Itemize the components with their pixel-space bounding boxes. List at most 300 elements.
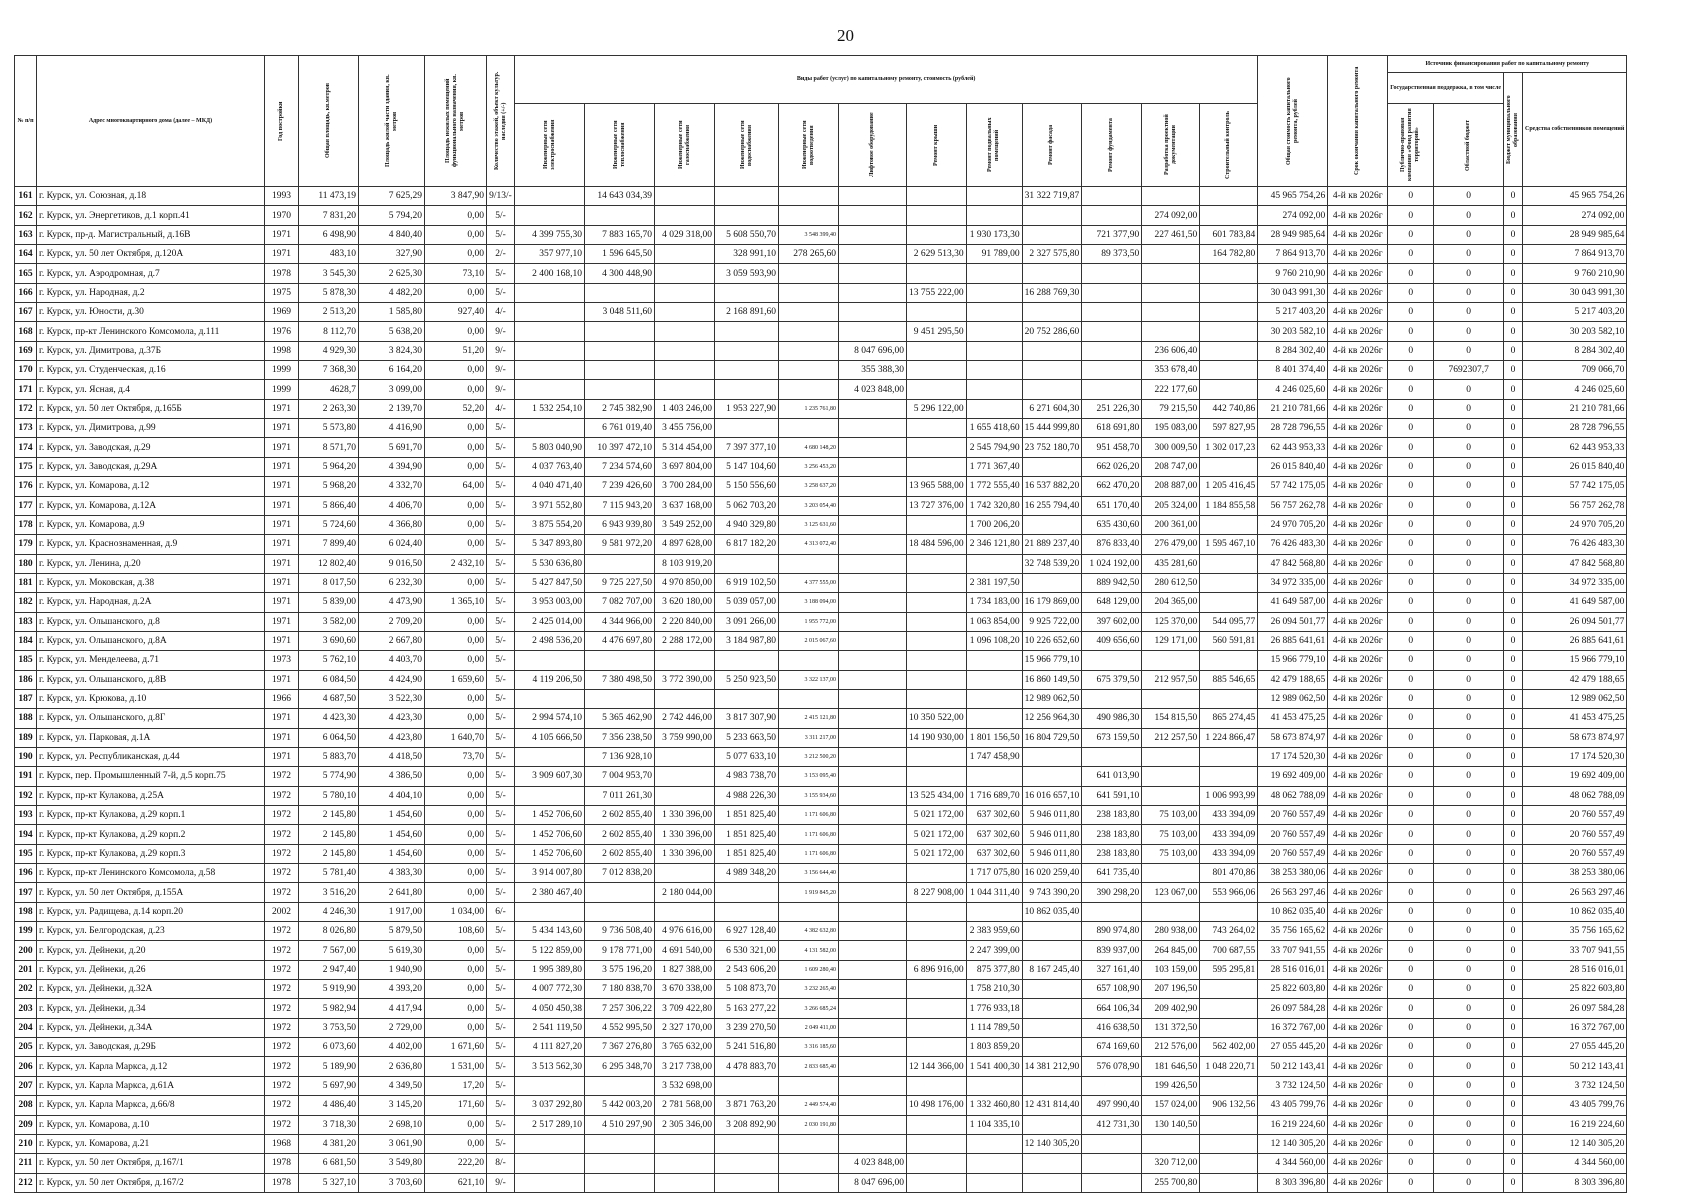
cell-row-num: 164 bbox=[15, 245, 37, 264]
cell-heat: 7 367 276,80 bbox=[585, 1038, 655, 1057]
table-row bbox=[15, 844, 1627, 863]
cell-facade: 12 431 814,40 bbox=[1022, 1096, 1082, 1115]
cell-electric: 5 347 893,80 bbox=[515, 535, 585, 554]
cell-total-cost: 26 885 641,61 bbox=[1258, 631, 1328, 650]
cell-gas: 2 742 446,00 bbox=[655, 709, 715, 728]
cell-roof: 13 727 376,00 bbox=[907, 496, 967, 515]
cell-owners: 26 885 641,61 bbox=[1522, 631, 1626, 650]
cell-floors: 5/- bbox=[487, 864, 515, 883]
cell-nonres-area: 3 847,90 bbox=[425, 187, 487, 206]
cell-term: 4-й кв 2026г bbox=[1328, 361, 1388, 380]
cell-floors: 4/- bbox=[487, 399, 515, 418]
cell-sewer: 3 548 399,40 bbox=[779, 225, 839, 244]
cell-living-area: 7 625,29 bbox=[359, 187, 425, 206]
cell-total-cost: 56 757 262,78 bbox=[1258, 496, 1328, 515]
cell-electric: 5 434 143,60 bbox=[515, 922, 585, 941]
cell-year: 1971 bbox=[265, 709, 299, 728]
cell-gas: 4 691 540,00 bbox=[655, 941, 715, 960]
cell-lift bbox=[839, 786, 907, 805]
cell-total-area: 5 781,40 bbox=[299, 864, 359, 883]
cell-municipal: 0 bbox=[1503, 283, 1522, 302]
cell-heat bbox=[585, 554, 655, 573]
table-header bbox=[15, 56, 1627, 187]
cell-term: 4-й кв 2026г bbox=[1328, 573, 1388, 592]
cell-row-num: 204 bbox=[15, 1018, 37, 1037]
cell-gas: 1 330 396,00 bbox=[655, 825, 715, 844]
cell-living-area: 327,90 bbox=[359, 245, 425, 264]
cell-address: г. Курск, ул. Аэродромная, д.7 bbox=[37, 264, 265, 283]
table-row bbox=[15, 670, 1627, 689]
cell-design bbox=[1142, 245, 1200, 264]
cell-floors: 5/- bbox=[487, 593, 515, 612]
cell-total-area: 2 947,40 bbox=[299, 960, 359, 979]
cell-total-area: 4 246,30 bbox=[299, 902, 359, 921]
header-term: Срок окончания капитального ремонта bbox=[1328, 56, 1388, 187]
cell-facade: 32 748 539,20 bbox=[1022, 554, 1082, 573]
cell-roof bbox=[907, 515, 967, 534]
cell-foundation: 951 458,70 bbox=[1082, 438, 1142, 457]
cell-floors: 5/- bbox=[487, 689, 515, 708]
cell-sewer bbox=[779, 341, 839, 360]
cell-fund: 0 bbox=[1388, 361, 1434, 380]
cell-total-cost: 24 970 705,20 bbox=[1258, 515, 1328, 534]
cell-roof bbox=[907, 1134, 967, 1153]
table-row bbox=[15, 380, 1627, 399]
cell-lift bbox=[839, 844, 907, 863]
cell-year: 1971 bbox=[265, 515, 299, 534]
cell-nonres-area: 0,00 bbox=[425, 999, 487, 1018]
cell-fund: 0 bbox=[1388, 999, 1434, 1018]
cell-control bbox=[1200, 902, 1258, 921]
cell-basement: 1 700 206,20 bbox=[966, 515, 1022, 534]
cell-electric: 4 037 763,40 bbox=[515, 457, 585, 476]
cell-water: 1 851 825,40 bbox=[715, 825, 779, 844]
cell-regional: 0 bbox=[1434, 245, 1504, 264]
cell-electric: 3 875 554,20 bbox=[515, 515, 585, 534]
cell-basement bbox=[966, 709, 1022, 728]
cell-owners: 62 443 953,33 bbox=[1522, 438, 1626, 457]
cell-design: 255 700,80 bbox=[1142, 1173, 1200, 1192]
cell-design bbox=[1142, 264, 1200, 283]
cell-regional: 0 bbox=[1434, 206, 1504, 225]
cell-water: 2 543 606,20 bbox=[715, 960, 779, 979]
cell-term: 4-й кв 2026г bbox=[1328, 612, 1388, 631]
cell-gas bbox=[655, 245, 715, 264]
cell-total-area: 6 498,90 bbox=[299, 225, 359, 244]
cell-owners: 41 649 587,00 bbox=[1522, 593, 1626, 612]
cell-design bbox=[1142, 902, 1200, 921]
cell-sewer bbox=[779, 322, 839, 341]
cell-regional: 0 bbox=[1434, 380, 1504, 399]
cell-year: 1971 bbox=[265, 496, 299, 515]
cell-facade bbox=[1022, 767, 1082, 786]
cell-roof bbox=[907, 980, 967, 999]
cell-total-cost: 274 092,00 bbox=[1258, 206, 1328, 225]
cell-sewer: 2 015 067,60 bbox=[779, 631, 839, 650]
cell-fund: 0 bbox=[1388, 631, 1434, 650]
cell-address: г. Курск, ул. Заводская, д.29Б bbox=[37, 1038, 265, 1057]
cell-lift bbox=[839, 1057, 907, 1076]
cell-electric: 3 909 607,30 bbox=[515, 767, 585, 786]
cell-floors: 5/- bbox=[487, 573, 515, 592]
cell-row-num: 162 bbox=[15, 206, 37, 225]
cell-foundation: 839 937,00 bbox=[1082, 941, 1142, 960]
cell-nonres-area: 0,00 bbox=[425, 960, 487, 979]
table-row bbox=[15, 747, 1627, 766]
cell-basement bbox=[966, 1154, 1022, 1173]
cell-total-cost: 35 756 165,62 bbox=[1258, 922, 1328, 941]
cell-control bbox=[1200, 515, 1258, 534]
table-row bbox=[15, 1173, 1627, 1192]
cell-fund: 0 bbox=[1388, 1076, 1434, 1095]
cell-gas bbox=[655, 767, 715, 786]
cell-lift: 4 023 848,00 bbox=[839, 380, 907, 399]
cell-water bbox=[715, 689, 779, 708]
cell-sewer bbox=[779, 902, 839, 921]
cell-basement bbox=[966, 303, 1022, 322]
cell-nonres-area: 0,00 bbox=[425, 438, 487, 457]
header-state-support: Государственная поддержка, в том числе bbox=[1388, 73, 1504, 104]
cell-electric: 1 995 389,80 bbox=[515, 960, 585, 979]
cell-living-area: 4 473,90 bbox=[359, 593, 425, 612]
cell-total-cost: 21 210 781,66 bbox=[1258, 399, 1328, 418]
cell-term: 4-й кв 2026г bbox=[1328, 1038, 1388, 1057]
cell-lift bbox=[839, 747, 907, 766]
cell-heat: 4 344 966,00 bbox=[585, 612, 655, 631]
header-roof: Ремонт крыши bbox=[907, 104, 967, 187]
cell-control: 1 302 017,23 bbox=[1200, 438, 1258, 457]
cell-foundation bbox=[1082, 651, 1142, 670]
cell-total-area: 5 866,40 bbox=[299, 496, 359, 515]
cell-sewer bbox=[779, 264, 839, 283]
cell-control bbox=[1200, 1018, 1258, 1037]
cell-roof: 6 896 916,00 bbox=[907, 960, 967, 979]
cell-total-cost: 20 760 557,49 bbox=[1258, 806, 1328, 825]
cell-total-area: 5 774,90 bbox=[299, 767, 359, 786]
cell-water bbox=[715, 361, 779, 380]
cell-basement: 1 771 367,40 bbox=[966, 457, 1022, 476]
cell-total-cost: 8 303 396,80 bbox=[1258, 1173, 1328, 1192]
cell-lift bbox=[839, 922, 907, 941]
cell-sewer: 3 316 185,60 bbox=[779, 1038, 839, 1057]
cell-address: г. Курск, ул. Димитрова, д.99 bbox=[37, 419, 265, 438]
cell-basement: 1 747 458,90 bbox=[966, 747, 1022, 766]
cell-living-area: 1 585,80 bbox=[359, 303, 425, 322]
cell-row-num: 190 bbox=[15, 747, 37, 766]
cell-owners: 58 673 874,97 bbox=[1522, 728, 1626, 747]
cell-row-num: 194 bbox=[15, 825, 37, 844]
cell-facade bbox=[1022, 457, 1082, 476]
cell-regional: 0 bbox=[1434, 573, 1504, 592]
cell-regional: 0 bbox=[1434, 709, 1504, 728]
cell-owners: 50 212 143,41 bbox=[1522, 1057, 1626, 1076]
cell-term: 4-й кв 2026г bbox=[1328, 1154, 1388, 1173]
cell-year: 1971 bbox=[265, 457, 299, 476]
cell-lift bbox=[839, 767, 907, 786]
header-sewer: Инженерные сети водоотведения bbox=[779, 104, 839, 187]
cell-owners: 47 842 568,80 bbox=[1522, 554, 1626, 573]
cell-total-area: 5 878,30 bbox=[299, 283, 359, 302]
cell-heat: 7 883 165,70 bbox=[585, 225, 655, 244]
cell-year: 1972 bbox=[265, 864, 299, 883]
cell-nonres-area: 73,70 bbox=[425, 747, 487, 766]
cell-municipal: 0 bbox=[1503, 341, 1522, 360]
cell-term: 4-й кв 2026г bbox=[1328, 670, 1388, 689]
cell-term: 4-й кв 2026г bbox=[1328, 341, 1388, 360]
cell-year: 1972 bbox=[265, 980, 299, 999]
cell-owners: 76 426 483,30 bbox=[1522, 535, 1626, 554]
cell-heat: 2 602 855,40 bbox=[585, 806, 655, 825]
cell-heat: 7 380 498,50 bbox=[585, 670, 655, 689]
cell-facade: 15 444 999,80 bbox=[1022, 419, 1082, 438]
cell-municipal: 0 bbox=[1503, 883, 1522, 902]
cell-municipal: 0 bbox=[1503, 515, 1522, 534]
cell-water: 5 062 703,20 bbox=[715, 496, 779, 515]
cell-term: 4-й кв 2026г bbox=[1328, 806, 1388, 825]
cell-row-num: 212 bbox=[15, 1173, 37, 1192]
cell-address: г. Курск, ул. Ясная, д.4 bbox=[37, 380, 265, 399]
cell-living-area: 1 454,60 bbox=[359, 825, 425, 844]
cell-address: г. Курск, ул. Карла Маркса, д.12 bbox=[37, 1057, 265, 1076]
cell-municipal: 0 bbox=[1503, 245, 1522, 264]
cell-sewer bbox=[779, 361, 839, 380]
cell-design bbox=[1142, 283, 1200, 302]
header-owners: Средства собственников помещений bbox=[1522, 73, 1626, 187]
cell-heat: 2 602 855,40 bbox=[585, 825, 655, 844]
cell-facade: 16 020 259,40 bbox=[1022, 864, 1082, 883]
cell-year: 1973 bbox=[265, 651, 299, 670]
cell-control bbox=[1200, 283, 1258, 302]
cell-year: 1976 bbox=[265, 322, 299, 341]
cell-municipal: 0 bbox=[1503, 747, 1522, 766]
cell-design: 264 845,00 bbox=[1142, 941, 1200, 960]
cell-foundation bbox=[1082, 380, 1142, 399]
cell-electric: 2 380 467,40 bbox=[515, 883, 585, 902]
cell-lift bbox=[839, 825, 907, 844]
cell-facade: 16 537 882,20 bbox=[1022, 477, 1082, 496]
cell-nonres-area: 0,00 bbox=[425, 206, 487, 225]
header-foundation: Ремонт фундамента bbox=[1082, 104, 1142, 187]
cell-total-area: 5 964,20 bbox=[299, 457, 359, 476]
cell-year: 1972 bbox=[265, 767, 299, 786]
cell-owners: 21 210 781,66 bbox=[1522, 399, 1626, 418]
cell-owners: 7 864 913,70 bbox=[1522, 245, 1626, 264]
cell-water: 3 208 892,90 bbox=[715, 1115, 779, 1134]
cell-fund: 0 bbox=[1388, 515, 1434, 534]
cell-roof bbox=[907, 670, 967, 689]
cell-lift bbox=[839, 303, 907, 322]
cell-facade: 6 271 604,30 bbox=[1022, 399, 1082, 418]
cell-electric: 357 977,10 bbox=[515, 245, 585, 264]
cell-sewer: 1 955 772,00 bbox=[779, 612, 839, 631]
cell-regional: 0 bbox=[1434, 1173, 1504, 1192]
cell-year: 1971 bbox=[265, 747, 299, 766]
cell-year: 1968 bbox=[265, 1134, 299, 1153]
cell-total-area: 4 929,30 bbox=[299, 341, 359, 360]
cell-heat: 6 943 939,80 bbox=[585, 515, 655, 534]
cell-living-area: 2 729,00 bbox=[359, 1018, 425, 1037]
cell-sewer: 1 235 761,80 bbox=[779, 399, 839, 418]
table-row bbox=[15, 922, 1627, 941]
cell-water bbox=[715, 322, 779, 341]
cell-living-area: 5 794,20 bbox=[359, 206, 425, 225]
cell-total-cost: 9 760 210,90 bbox=[1258, 264, 1328, 283]
cell-roof bbox=[907, 651, 967, 670]
capital-repair-table bbox=[14, 55, 1627, 1193]
cell-fund: 0 bbox=[1388, 980, 1434, 999]
cell-sewer bbox=[779, 283, 839, 302]
cell-heat bbox=[585, 651, 655, 670]
cell-roof bbox=[907, 419, 967, 438]
cell-heat: 5 442 003,20 bbox=[585, 1096, 655, 1115]
cell-address: г. Курск, ул. 50 лет Октября, д.167/1 bbox=[37, 1154, 265, 1173]
cell-lift: 8 047 696,00 bbox=[839, 341, 907, 360]
cell-year: 1971 bbox=[265, 573, 299, 592]
cell-lift bbox=[839, 264, 907, 283]
cell-control bbox=[1200, 980, 1258, 999]
cell-year: 1999 bbox=[265, 380, 299, 399]
cell-heat: 5 365 462,90 bbox=[585, 709, 655, 728]
cell-fund: 0 bbox=[1388, 902, 1434, 921]
cell-control: 560 591,81 bbox=[1200, 631, 1258, 650]
cell-lift bbox=[839, 322, 907, 341]
cell-design bbox=[1142, 747, 1200, 766]
cell-fund: 0 bbox=[1388, 496, 1434, 515]
cell-regional: 0 bbox=[1434, 1134, 1504, 1153]
cell-facade: 16 860 149,50 bbox=[1022, 670, 1082, 689]
cell-nonres-area: 0,00 bbox=[425, 419, 487, 438]
cell-regional: 0 bbox=[1434, 419, 1504, 438]
cell-foundation bbox=[1082, 341, 1142, 360]
table-row bbox=[15, 477, 1627, 496]
cell-floors: 5/- bbox=[487, 980, 515, 999]
cell-fund: 0 bbox=[1388, 380, 1434, 399]
cell-total-cost: 43 405 799,76 bbox=[1258, 1096, 1328, 1115]
cell-electric: 1 452 706,60 bbox=[515, 844, 585, 863]
cell-basement: 1 801 156,50 bbox=[966, 728, 1022, 747]
cell-design: 131 372,50 bbox=[1142, 1018, 1200, 1037]
cell-gas bbox=[655, 283, 715, 302]
cell-row-num: 199 bbox=[15, 922, 37, 941]
table-row bbox=[15, 651, 1627, 670]
cell-nonres-area: 0,00 bbox=[425, 786, 487, 805]
cell-total-cost: 41 649 587,00 bbox=[1258, 593, 1328, 612]
cell-water bbox=[715, 883, 779, 902]
cell-address: г. Курск, ул. Ольшанского, д.8В bbox=[37, 670, 265, 689]
cell-water: 2 168 891,60 bbox=[715, 303, 779, 322]
cell-floors: 5/- bbox=[487, 709, 515, 728]
cell-heat: 7 234 574,60 bbox=[585, 457, 655, 476]
cell-total-cost: 58 673 874,97 bbox=[1258, 728, 1328, 747]
cell-design: 195 083,00 bbox=[1142, 419, 1200, 438]
cell-water: 3 059 593,90 bbox=[715, 264, 779, 283]
cell-heat: 9 178 771,00 bbox=[585, 941, 655, 960]
cell-lift bbox=[839, 1076, 907, 1095]
cell-fund: 0 bbox=[1388, 419, 1434, 438]
cell-living-area: 4 482,20 bbox=[359, 283, 425, 302]
cell-address: г. Курск, ул. Крюкова, д.10 bbox=[37, 689, 265, 708]
cell-foundation bbox=[1082, 283, 1142, 302]
cell-nonres-area: 0,00 bbox=[425, 651, 487, 670]
cell-basement bbox=[966, 651, 1022, 670]
cell-sewer: 1 171 606,80 bbox=[779, 825, 839, 844]
table-row bbox=[15, 689, 1627, 708]
cell-water: 5 233 663,50 bbox=[715, 728, 779, 747]
cell-electric bbox=[515, 419, 585, 438]
cell-fund: 0 bbox=[1388, 303, 1434, 322]
cell-control: 1 205 416,45 bbox=[1200, 477, 1258, 496]
cell-address: г. Курск, пр-д. Магистральный, д.16В bbox=[37, 225, 265, 244]
cell-basement bbox=[966, 380, 1022, 399]
cell-term: 4-й кв 2026г bbox=[1328, 747, 1388, 766]
cell-owners: 26 094 501,77 bbox=[1522, 612, 1626, 631]
table-row bbox=[15, 728, 1627, 747]
cell-basement: 2 247 399,00 bbox=[966, 941, 1022, 960]
cell-term: 4-й кв 2026г bbox=[1328, 206, 1388, 225]
cell-row-num: 195 bbox=[15, 844, 37, 863]
cell-year: 1978 bbox=[265, 1173, 299, 1192]
cell-total-area: 3 753,50 bbox=[299, 1018, 359, 1037]
cell-floors: 9/13/- bbox=[487, 187, 515, 206]
cell-roof bbox=[907, 902, 967, 921]
cell-roof bbox=[907, 554, 967, 573]
cell-electric: 4 050 450,38 bbox=[515, 999, 585, 1018]
cell-design: 280 612,50 bbox=[1142, 573, 1200, 592]
cell-foundation: 664 106,34 bbox=[1082, 999, 1142, 1018]
cell-regional: 0 bbox=[1434, 1018, 1504, 1037]
cell-electric: 4 119 206,50 bbox=[515, 670, 585, 689]
cell-term: 4-й кв 2026г bbox=[1328, 419, 1388, 438]
cell-floors: 5/- bbox=[487, 1134, 515, 1153]
cell-control: 700 687,55 bbox=[1200, 941, 1258, 960]
cell-total-area: 4 687,50 bbox=[299, 689, 359, 708]
cell-control: 1 224 866,47 bbox=[1200, 728, 1258, 747]
cell-owners: 4 344 560,00 bbox=[1522, 1154, 1626, 1173]
cell-control bbox=[1200, 187, 1258, 206]
cell-sewer: 3 266 685,24 bbox=[779, 999, 839, 1018]
cell-nonres-area: 0,00 bbox=[425, 245, 487, 264]
cell-nonres-area: 0,00 bbox=[425, 806, 487, 825]
cell-total-area: 6 084,50 bbox=[299, 670, 359, 689]
cell-roof bbox=[907, 206, 967, 225]
cell-fund: 0 bbox=[1388, 438, 1434, 457]
cell-basement bbox=[966, 399, 1022, 418]
cell-total-area: 4 486,40 bbox=[299, 1096, 359, 1115]
cell-design: 181 646,50 bbox=[1142, 1057, 1200, 1076]
cell-municipal: 0 bbox=[1503, 999, 1522, 1018]
cell-roof bbox=[907, 264, 967, 283]
cell-basement: 637 302,60 bbox=[966, 844, 1022, 863]
cell-municipal: 0 bbox=[1503, 1057, 1522, 1076]
cell-floors: 5/- bbox=[487, 670, 515, 689]
table-row bbox=[15, 322, 1627, 341]
table-body bbox=[15, 187, 1627, 1193]
cell-term: 4-й кв 2026г bbox=[1328, 438, 1388, 457]
cell-fund: 0 bbox=[1388, 187, 1434, 206]
cell-address: г. Курск, ул. Ольшанского, д.8Г bbox=[37, 709, 265, 728]
cell-gas bbox=[655, 1173, 715, 1192]
cell-roof bbox=[907, 999, 967, 1018]
cell-roof: 9 451 295,50 bbox=[907, 322, 967, 341]
cell-electric: 3 914 007,80 bbox=[515, 864, 585, 883]
cell-owners: 28 516 016,01 bbox=[1522, 960, 1626, 979]
cell-control bbox=[1200, 264, 1258, 283]
cell-lift bbox=[839, 709, 907, 728]
cell-floors: 5/- bbox=[487, 651, 515, 670]
cell-owners: 27 055 445,20 bbox=[1522, 1038, 1626, 1057]
cell-design bbox=[1142, 322, 1200, 341]
cell-gas bbox=[655, 361, 715, 380]
